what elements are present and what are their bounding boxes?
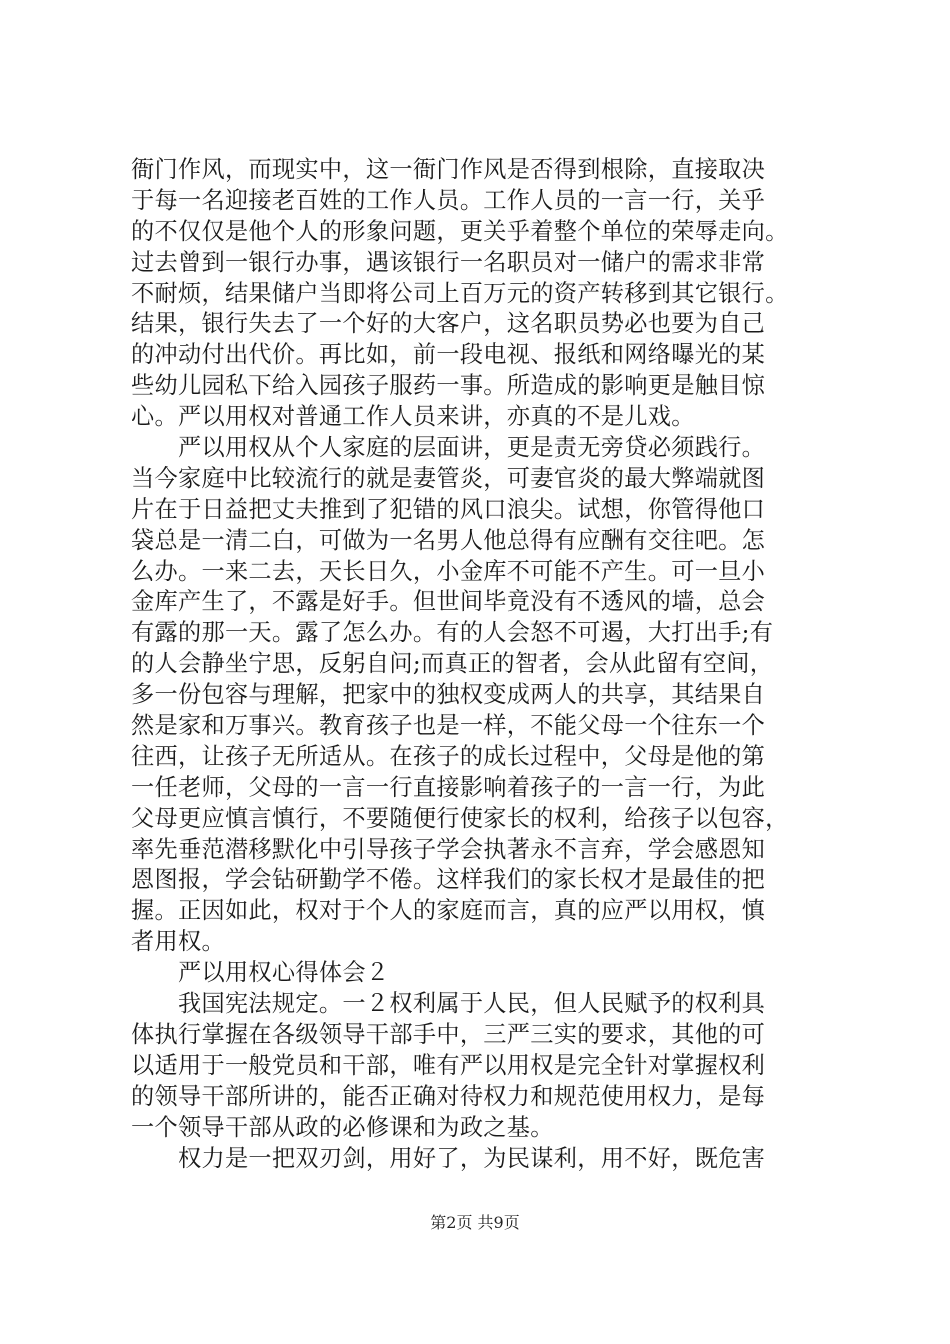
text-line: 往西，让孩子无所适从。在孩子的成长过程中，父母是他的第 bbox=[131, 742, 766, 770]
document-body bbox=[131, 155, 849, 1174]
text-line: 者用权。 bbox=[131, 928, 225, 956]
text-line: 些幼儿园私下给入园孩子服药一事。所造成的影响更是触目惊 bbox=[131, 372, 766, 400]
text-line: 不耐烦，结果储户当即将公司上百万元的资产转移到其它银行。 bbox=[131, 279, 789, 307]
text-line: 一个领导干部从政的必修课和为政之基。 bbox=[131, 1113, 554, 1141]
text-line: 当今家庭中比较流行的就是妻管炎，可妻官炎的最大弊端就图 bbox=[131, 464, 766, 492]
text-line: 然是家和万事兴。教育孩子也是一样，不能父母一个往东一个 bbox=[131, 712, 766, 740]
text-line: 有露的那一天。露了怎么办。有的人会怒不可遏，大打出手;有 bbox=[131, 619, 774, 647]
text-line: 我国宪法规定。一２权利属于人民，但人民赋予的权利具 bbox=[131, 990, 766, 1018]
text-line: 心。严以用权对普通工作人员来讲，亦真的不是儿戏。 bbox=[131, 403, 695, 431]
text-line: 的人会静坐宁思，反躬自问;而真正的智者，会从此留有空间， bbox=[131, 650, 774, 678]
page-number-label: 第2页 共9页 bbox=[430, 1213, 520, 1232]
text-line: 过去曾到一银行办事，遇该银行一名职员对一储户的需求非常 bbox=[131, 248, 766, 276]
text-line: 一任老师，父母的一言一行直接影响着孩子的一言一行，为此 bbox=[131, 773, 766, 801]
text-line: 多一份包容与理解，把家中的独权变成两人的共享，其结果自 bbox=[131, 681, 766, 709]
text-line: 的冲动付出代价。再比如，前一段电视、报纸和网络曝光的某 bbox=[131, 341, 766, 369]
text-line: 以适用于一般党员和干部，唯有严以用权是完全针对掌握权利 bbox=[131, 1051, 766, 1079]
text-line: 严以用权从个人家庭的层面讲，更是责无旁贷必须践行。 bbox=[131, 434, 766, 462]
text-line: 父母更应慎言慎行，不要随便行使家长的权利，给孩子以包容， bbox=[131, 804, 789, 832]
text-line: 结果，银行失去了一个好的大客户，这名职员势必也要为自己 bbox=[131, 310, 766, 338]
text-line: 握。正因如此，权对于个人的家庭而言，真的应严以用权，慎 bbox=[131, 897, 766, 925]
text-line: 权力是一把双刃剑，用好了，为民谋利，用不好，既危害 bbox=[131, 1144, 766, 1172]
text-line: 袋总是一清二白，可做为一名男人他总得有应酬有交往吧。怎 bbox=[131, 526, 766, 554]
page-footer bbox=[0, 1213, 950, 1233]
text-line: 衙门作风，而现实中，这一衙门作风是否得到根除，直接取决 bbox=[131, 156, 766, 183]
text-line: 的不仅仅是他个人的形象问题，更关乎着整个单位的荣辱走向。 bbox=[131, 217, 789, 245]
text-line: 恩图报，学会钻研勤学不倦。这样我们的家长权才是最佳的把 bbox=[131, 866, 766, 894]
section-heading: 严以用权心得体会２ bbox=[131, 959, 390, 987]
text-line: 于每一名迎接老百姓的工作人员。工作人员的一言一行，关乎 bbox=[131, 186, 766, 214]
text-line: 体执行掌握在各级领导干部手中，三严三实的要求，其他的可 bbox=[131, 1020, 766, 1048]
text-line: 的领导干部所讲的，能否正确对待权力和规范使用权力，是每 bbox=[131, 1082, 766, 1110]
text-line: 率先垂范潜移默化中引导孩子学会执著永不言弃，学会感恩知 bbox=[131, 835, 766, 863]
text-line: 么办。一来二去，天长日久，小金库不可能不产生。可一旦小 bbox=[131, 557, 766, 585]
text-line: 片在于日益把丈夫推到了犯错的风口浪尖。试想，你管得他口 bbox=[131, 495, 766, 523]
text-line: 金库产生了，不露是好手。但世间毕竟没有不透风的墙，总会 bbox=[131, 588, 766, 616]
